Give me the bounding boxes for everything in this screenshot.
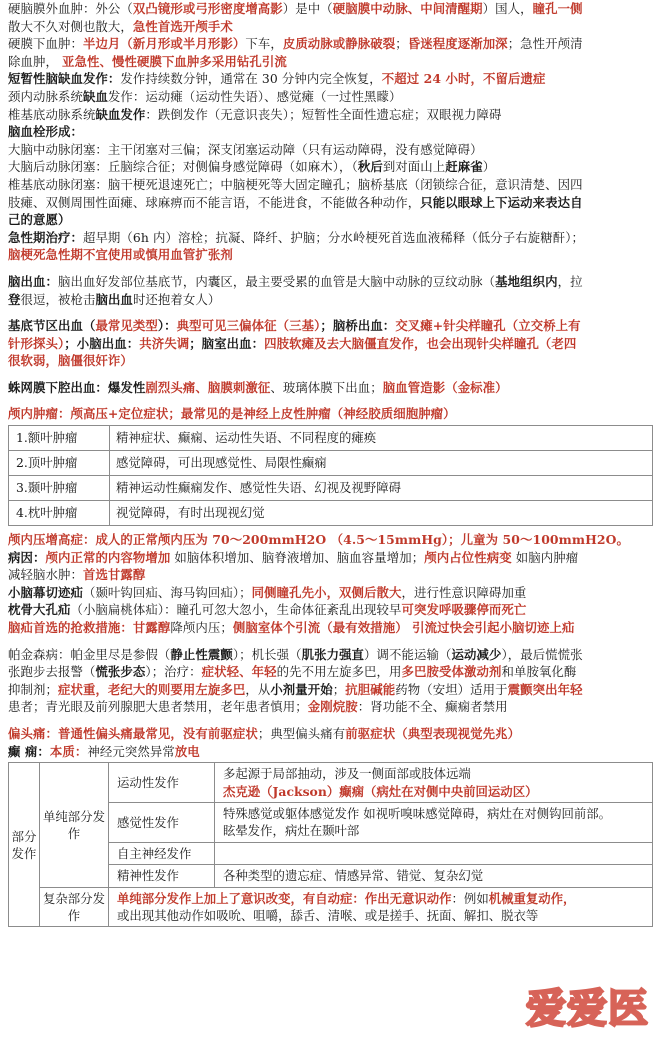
text-run: （颞叶钩回疝、海马钩回疝）； (82, 584, 252, 600)
text-run: 硬脑膜外血肿：外公（ (8, 1, 133, 16)
text-run: 只能以眼球上下运动来表达自 (420, 194, 583, 210)
text-run: 普通性偏头痛最常见，没有前驱症状 (57, 726, 258, 741)
text-run: ）是中（ (282, 1, 333, 16)
text-run: 特殊感觉或躯体感觉发作 如视听嗅味感觉障碍，病灶在对侧钩回前部。 (223, 806, 612, 821)
text-run: 己的意愿） (8, 212, 71, 228)
text-run: 很软弱，脑僵很奸诈） (8, 353, 133, 369)
text-run: ； (332, 681, 346, 697)
text-run: 首选甘露醇 (82, 567, 146, 583)
text-run: 脑梗死急性期不宜使用或慎用血管扩张剂 (8, 247, 233, 263)
text-run: 各种类型的遗忘症、情感异常、错觉、复杂幻觉 (223, 868, 484, 884)
text-run: 发作持续数分钟，通常在 30 分钟内完全恢复， (120, 71, 382, 87)
text-run: 症状重，老纪大的则要用左旋多巴 (57, 681, 246, 697)
text-run: 登 (8, 291, 21, 307)
paragraph-basal-ganglia-hemorrhage (0, 352, 659, 370)
text-run: 运动减少 (451, 646, 502, 662)
text-run: 脑出血好发部位基底节，内囊区，最主要受累的血管是大脑中动脉的豆纹动脉（ (57, 273, 496, 289)
text-run: ； (395, 36, 408, 52)
tumor-type-cell: 1.额叶肿瘤 (9, 426, 110, 451)
notes-section-middle (0, 526, 659, 760)
text-run: 帕金森病：帕金里尽是参假（ (8, 646, 171, 662)
text-run: 降颅内压； (170, 620, 233, 636)
seizure-subtype-cell: 运动性发作 (109, 763, 215, 803)
text-run: 硬膜下血肿： (8, 36, 83, 52)
text-run: 椎基底动脉闭塞：脑干梗死退速死亡；中脑梗死等大固定瞳孔；脑桥基底（闭锁综合征，意识清楚、因四 (8, 176, 583, 192)
text-run: ；小脑出血： (64, 335, 140, 351)
text-run: 短暂性脑缺血发作： (8, 71, 121, 87)
text-run: 颅内压增高症： (8, 532, 96, 548)
seizure-subtype-cell: 精神性发作 (109, 865, 215, 887)
paragraph-pca-occlusion (0, 158, 659, 176)
text-run: 时还抱着女人） (132, 291, 221, 307)
text-run: 缺血发作 (95, 106, 146, 122)
text-line (117, 890, 647, 907)
text-line (117, 907, 647, 924)
tumor-symptom-cell: 精神症状、癫痫、运动性失语、不同程度的瘫痪 (110, 426, 653, 451)
text-run: 硬脑膜中动脉、中间清醒期 (332, 1, 483, 16)
paragraph-subdural-hematoma (0, 53, 659, 71)
text-run: 单纯部分发作上加上了意识改变，有自动症：作出无意识动作 (117, 890, 452, 906)
text-run: 很逗，被枪击 (20, 291, 96, 307)
paragraph-acute-treatment (0, 229, 659, 247)
paragraph-vertebrobasilar-occlusion (0, 211, 659, 229)
tumor-type-cell: 2.顶叶肿瘤 (9, 451, 110, 476)
text-run: 肌张力强直 (301, 646, 365, 662)
seizure-description-cell (215, 803, 653, 843)
text-run: 杰克逊（Jackson）癫痫（病灶在对侧中央前回运动区） (223, 783, 538, 799)
text-run: 急性首选开颅手术 (132, 18, 233, 34)
text-run: ；急性开颅清 (507, 36, 583, 52)
text-run: ）；治疗： (145, 664, 202, 680)
spacer (0, 716, 659, 725)
text-run: 除血肿， (8, 53, 63, 69)
text-run: 眩晕发作，病灶在颞叶部 (223, 823, 360, 839)
seizure-subtype-cell: 自主神经发作 (109, 842, 215, 864)
text-run: 最常见的是神经上皮性肿瘤（神经胶质细胞肿瘤） (180, 406, 456, 422)
text-run: 超早期（6h 内）溶栓；抗凝、降纤、护脑；分水岭梗死首选血液稀释（低分子右旋糖酐）； (82, 229, 584, 245)
paragraph-epilepsy (0, 743, 659, 761)
text-run: 同侧瞳孔先小，双侧后散大 (251, 584, 402, 600)
text-run: 脑血栓形成： (8, 124, 83, 140)
text-run: 引流过快会引起小脑切迹上疝 (407, 620, 575, 636)
text-run: 散大不久对侧也散大， (8, 18, 133, 34)
text-run: 缺血 (82, 88, 108, 104)
text-run: 神经元突然异常 (87, 743, 175, 759)
text-run: 前驱症状（典型表现视觉先兆） (345, 726, 521, 741)
text-run: 基地组织内 (495, 273, 558, 289)
paragraph-epidural-hematoma (0, 0, 659, 18)
text-run: 本质： (49, 743, 88, 759)
text-run: 的先不用左旋多巴，用 (276, 664, 402, 680)
table-row (9, 887, 653, 927)
text-run: 甘露醇 (132, 620, 171, 636)
paragraph-vertebrobasilar-occlusion (0, 194, 659, 212)
text-run: 颅内肿瘤：颅高压+定位症状； (8, 406, 181, 422)
text-run: 症状轻、年轻 (201, 664, 277, 680)
seizure-subtype-cell: 感觉性发作 (109, 803, 215, 843)
tumor-symptom-cell: 感觉障碍，可出现感觉性、局限性癫痫 (110, 451, 653, 476)
paragraph-epidural-hematoma (0, 18, 659, 36)
text-run: 颈内动脉系统 (8, 88, 83, 104)
seizure-group-cell: 复杂部分发作 (40, 887, 109, 927)
text-run: 双凸镜形或弓形密度增高影 (132, 1, 283, 16)
table-row (9, 501, 653, 526)
text-run: ：跌倒发作（无意识丧失）；短暂性全面性遗忘症；双眼视力障碍 (145, 106, 502, 122)
text-run: 典型可见三偏体征（三基） (176, 318, 321, 334)
spacer (0, 308, 659, 317)
text-run: 慌张步态 (95, 664, 146, 680)
text-run: ，从 (245, 681, 271, 697)
paragraph-subdural-hematoma (0, 35, 659, 53)
text-run: 剧烈头痛、脑膜刺激征 (145, 379, 271, 395)
spacer (0, 637, 659, 646)
text-run: 和单胺氧化酶 (501, 664, 577, 680)
paragraph-cerebral-hemorrhage (0, 291, 659, 309)
text-run: 或出现其他动作如吸吮、咀嚼，舔舌、清喉、或是搓手、抚面、解扣、脱衣等 (117, 908, 539, 924)
seizure-description-cell (215, 842, 653, 864)
text-run: 秋后 (357, 159, 383, 175)
site-watermark: 爱爱医 (526, 986, 649, 1032)
paragraph-parkinson (0, 681, 659, 699)
text-run: 病因： (8, 549, 46, 565)
text-run: 多起源于局部抽动，涉及一侧面部或肢体远端 (223, 766, 471, 782)
text-run: 四肢软瘫及去大脑僵直发作，也会出现针尖样瞳孔（老四 (264, 335, 577, 351)
seizure-category-cell: 部分发作 (9, 763, 40, 927)
paragraph-migraine (0, 725, 659, 743)
paragraph-herniation-rescue (0, 619, 659, 637)
text-run: 大脑中动脉闭塞：主干闭塞对三偏；深支闭塞运动障（只有运动障碍，没有感觉障碍） (8, 141, 483, 157)
text-run: ：肾功能不全、癫痫者禁用 (357, 699, 508, 715)
tumor-type-cell: 4.枕叶肿瘤 (9, 501, 110, 526)
text-run: 发作：运动瘫（运动性失语）、感觉瘫（一过性黑矇） (107, 88, 402, 104)
text-run: 交叉瘫+针尖样瞳孔（立交桥上有 (395, 318, 581, 334)
paragraph-basal-ganglia-hemorrhage (0, 317, 659, 335)
text-run: ）： (157, 318, 177, 334)
text-run: 到对面山上 (382, 159, 446, 175)
intracranial-tumor-table (8, 425, 653, 526)
text-run: 脑出血： (8, 273, 58, 289)
seizure-description-cell (109, 887, 653, 927)
text-run: 颅内正常的内容物增加 (45, 549, 171, 565)
seizure-description-cell (215, 865, 653, 887)
table-row (9, 426, 653, 451)
paragraph-intracranial-tumor-heading (0, 405, 659, 423)
text-run: 可突发呼吸骤停而死亡 (401, 602, 527, 618)
text-run: 如脑体积增加、脑脊液增加、脑血容量增加； (170, 549, 425, 565)
spacer (0, 396, 659, 405)
text-run: 针形探头） (8, 335, 65, 351)
text-run: 椎基底动脉系统 (8, 106, 96, 122)
text-run: 大脑后动脉闭塞：丘脑综合征；对侧偏身感觉障碍（如麻木），（ (8, 159, 358, 175)
paragraph-reduce-edema (0, 566, 659, 584)
paragraph-parkinson (0, 646, 659, 664)
text-run: 急性期治疗： (8, 229, 83, 245)
spacer (0, 264, 659, 273)
text-run: 药物（安坦）适用于 (395, 681, 508, 697)
table-row (9, 476, 653, 501)
text-run: ：例如 (451, 890, 489, 906)
text-run: 基底节区出血（ (8, 318, 96, 334)
paragraph-icp-causes (0, 549, 659, 567)
text-run: 枕骨大孔疝 (8, 602, 71, 618)
text-run: 静止性震颤 (170, 646, 233, 662)
text-run: 半边月（新月形或半月形影） (82, 36, 246, 52)
table-row (9, 763, 653, 803)
text-run: ；典型偏头痛有 (257, 726, 346, 741)
text-run: ，进行性意识障碍加重 (401, 584, 527, 600)
text-run: 如脑内肿瘤 (511, 549, 579, 565)
paragraph-mca-occlusion (0, 141, 659, 159)
tumor-type-cell: 3.颞叶肿瘤 (9, 476, 110, 501)
text-run: 偏头痛： (8, 726, 58, 741)
text-run: 成人的正常颅内压为 70～200mmH2O （4.5～15mmHg）；儿童为 50～100mmH2O。 (95, 532, 629, 548)
paragraph-parkinson (0, 663, 659, 681)
paragraph-subarachnoid-hemorrhage (0, 379, 659, 397)
text-run: 亚急性、慢性硬膜下血肿多采用钻孔引流 (62, 53, 287, 69)
text-run: 爆发性 (107, 379, 146, 395)
text-run: 不超过 24 小时，不留后遗症 (381, 71, 546, 87)
paragraph-tentorial-herniation (0, 584, 659, 602)
text-run: 赶麻雀 (445, 159, 483, 175)
text-run: 癫 痫： (8, 743, 50, 759)
text-run: ，拉 (557, 273, 583, 289)
text-run: ），最后慌慌张 (501, 646, 583, 662)
paragraph-parkinson (0, 698, 659, 716)
paragraph-cerebral-thrombosis-title (0, 123, 659, 141)
table-row (9, 451, 653, 476)
text-run: 张跑步去报警（ (8, 664, 96, 680)
text-run: ；脑桥出血： (320, 318, 396, 334)
paragraph-basal-ganglia-hemorrhage (0, 335, 659, 353)
text-run: 昏迷程度逐渐加深 (407, 36, 508, 52)
text-run: 侧脑室体个引流（最有效措施） (232, 620, 408, 636)
paragraph-vertebrobasilar-tia (0, 106, 659, 124)
text-run: （小脑扁桃体疝）：瞳孔可忽大忽小，生命体征紊乱出现较早 (70, 602, 402, 618)
text-run: 下车， (245, 36, 283, 52)
text-run: 共济失调 (139, 335, 190, 351)
tumor-symptom-cell: 精神运动性癫痫发作、感觉性失语、幻视及视野障碍 (110, 476, 653, 501)
text-run: 脑血管造影（金标准） (382, 379, 508, 395)
text-run: ）；机长强（ (232, 646, 302, 662)
text-run: 抑制剂； (8, 681, 58, 697)
text-run: ；脑室出血： (189, 335, 265, 351)
seizure-description-cell (215, 763, 653, 803)
paragraph-tia (0, 70, 659, 88)
text-run: ）国人， (482, 1, 533, 16)
text-run: 脑出血 (95, 291, 133, 307)
text-run: 震颤突出年轻 (507, 681, 583, 697)
text-run: 最常见类型 (95, 318, 158, 334)
text-run: 放电 (174, 743, 200, 759)
text-run: 多巴胺受体激动剂 (401, 664, 502, 680)
text-run: 机械重复动作， (488, 890, 576, 906)
text-run: 金刚烷胺 (307, 699, 358, 715)
text-run: 小脑幕切迹疝 (8, 584, 83, 600)
tumor-symptom-cell: 视觉障碍，有时出现视幻觉 (110, 501, 653, 526)
paragraph-acute-treatment (0, 246, 659, 264)
paragraph-cerebral-hemorrhage (0, 273, 659, 291)
paragraph-vertebrobasilar-occlusion (0, 176, 659, 194)
text-run: 蛛网膜下腔出血： (8, 379, 108, 395)
paragraph-carotid-tia (0, 88, 659, 106)
text-run: 小剂量开始 (270, 681, 333, 697)
notes-section-top (0, 0, 659, 423)
seizure-classification-table (8, 762, 653, 927)
text-run: 抗胆碱能 (345, 681, 396, 697)
text-run: 瞳孔一侧 (532, 1, 583, 16)
paragraph-icp-increase (0, 531, 659, 549)
text-run: 脑疝首选的抢救措施： (8, 620, 133, 636)
paragraph-foramen-magnum-herniation (0, 601, 659, 619)
spacer (0, 370, 659, 379)
text-run: 、玻璃体膜下出血； (270, 379, 383, 395)
seizure-group-cell: 单纯部分发作 (40, 763, 109, 887)
text-run: ） (482, 159, 496, 175)
text-run: ）调不能运输（ (364, 646, 452, 662)
text-run: 肢瘫、双侧周围性面瘫、球麻痹而不能言语，不能进食，不能做各种动作， (8, 194, 421, 210)
text-run: 皮质动脉或静脉破裂 (282, 36, 396, 52)
text-run: 颅内占位性病变 (424, 549, 512, 565)
text-run: 患者；青光眼及前列腺肥大患者禁用，老年患者慎用； (8, 699, 308, 715)
text-run: 减轻脑水肿： (8, 567, 83, 583)
